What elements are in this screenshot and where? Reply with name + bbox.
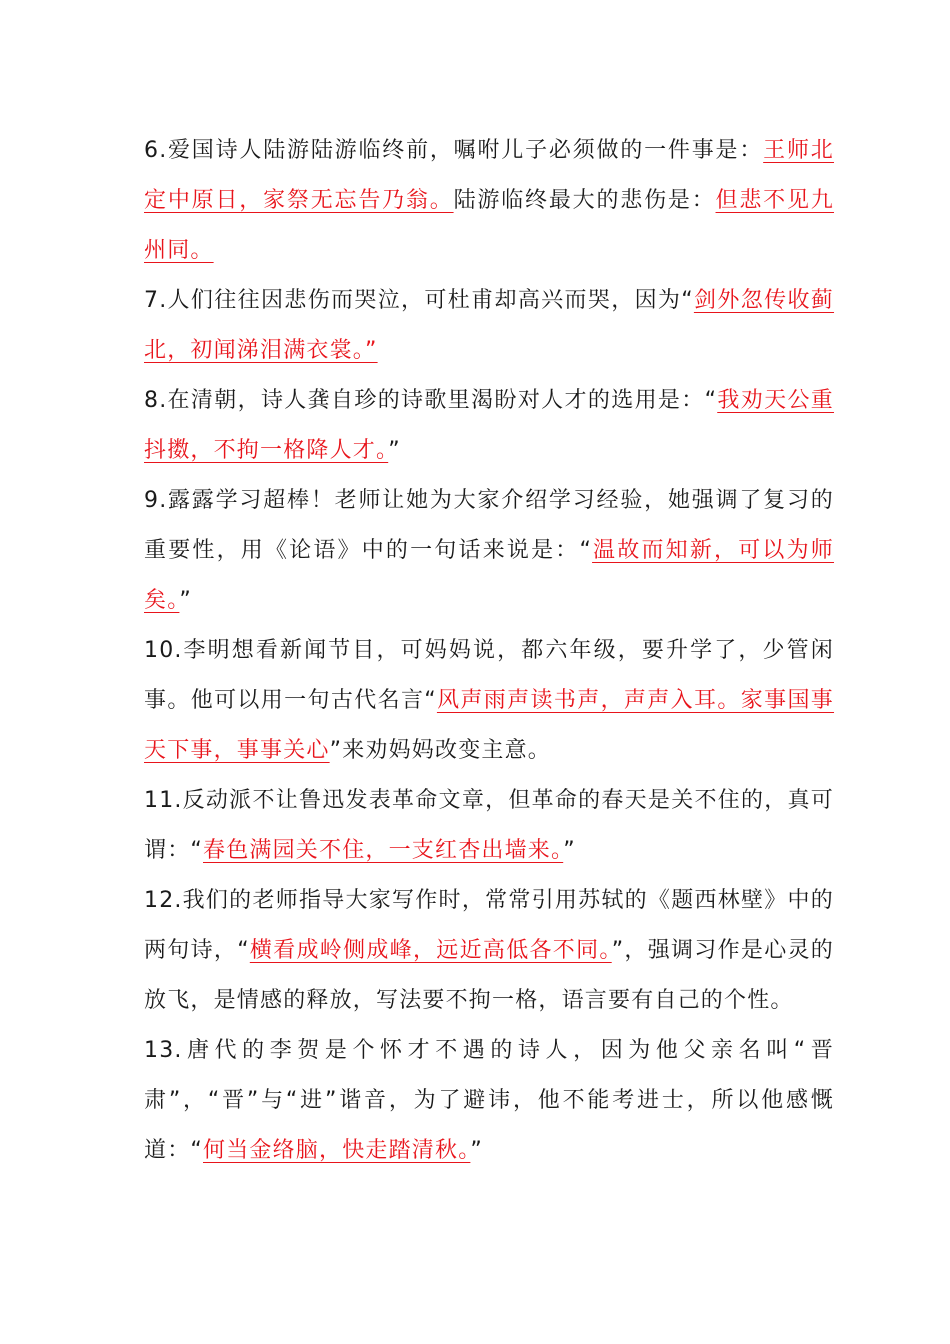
question-6-prompt: 6.爱国诗人陆游陆游临终前，嘱咐儿子必须做的一件事是： xyxy=(144,138,764,163)
question-6-answer-1: 王师北定中原日，家祭无忘告乃翁。 xyxy=(144,138,834,213)
question-7-prompt: 7.人们往往因悲伤而哭泣，可杜甫却高兴而哭，因为“ xyxy=(144,288,694,313)
question-6-answer-2: 但悲不见九州同。 xyxy=(144,188,834,263)
question-11 xyxy=(144,776,834,876)
question-6-prompt-2: 陆游临终最大的悲伤是： xyxy=(453,188,716,213)
question-12 xyxy=(144,876,834,1026)
question-8-prompt: 8.在清朝，诗人龚自珍的诗歌里渴盼对人才的选用是：“ xyxy=(144,388,718,413)
question-9 xyxy=(144,476,834,626)
question-13-close-quote: ” xyxy=(470,1138,484,1163)
question-9-prompt: 9.露露学习超棒！老师让她为大家介绍学习经验，她强调了复习的重要性，用《论语》中的一句话来说是：“ xyxy=(144,488,834,563)
question-10-answer: 风声雨声读书声，声声入耳。家事国事天下事，事事关心 xyxy=(144,688,835,763)
question-7 xyxy=(144,276,834,376)
question-7-answer: 剑外忽传收蓟北，初闻涕泪满衣裳。” xyxy=(144,288,835,363)
question-8-close-quote: ” xyxy=(388,438,401,463)
question-10 xyxy=(144,626,834,776)
question-12-suffix: ”，强调习作是心灵的放飞，是情感的释放，写法要不拘一格，语言要有自己的个性。 xyxy=(144,938,834,1013)
question-13 xyxy=(144,1026,834,1176)
question-11-answer: 春色满园关不住，一支红杏出墙来。 xyxy=(203,838,564,863)
question-9-close-quote: ” xyxy=(179,588,193,613)
question-13-prompt: 13.唐代的李贺是个怀才不遇的诗人，因为他父亲名叫“晋肃”，“晋”与“进”谐音，为了避讳，他不能考进士，所以他感慨道：“ xyxy=(144,1038,834,1163)
question-8-answer: 我劝天公重抖擞，不拘一格降人才。 xyxy=(144,388,834,463)
question-12-answer: 横看成岭侧成峰，远近高低各不同。 xyxy=(249,938,612,963)
question-12-prompt: 12.我们的老师指导大家写作时，常常引用苏轼的《题西林壁》中的两句诗，“ xyxy=(144,888,834,963)
question-13-answer: 何当金络脑，快走踏清秋。 xyxy=(203,1138,471,1163)
question-11-close-quote: ” xyxy=(563,838,576,863)
question-6 xyxy=(144,126,834,276)
question-10-prompt: 10.李明想看新闻节目，可妈妈说，都六年级，要升学了，少管闲事。他可以用一句古代名言“ xyxy=(144,638,834,713)
question-11-prompt: 11.反动派不让鲁迅发表革命文章，但革命的春天是关不住的，真可谓：“ xyxy=(144,788,834,863)
question-10-suffix: ”来劝妈妈改变主意。 xyxy=(329,738,552,763)
question-list xyxy=(144,126,834,1176)
question-9-answer: 温故而知新，可以为师矣。 xyxy=(144,538,834,613)
question-8 xyxy=(144,376,834,476)
